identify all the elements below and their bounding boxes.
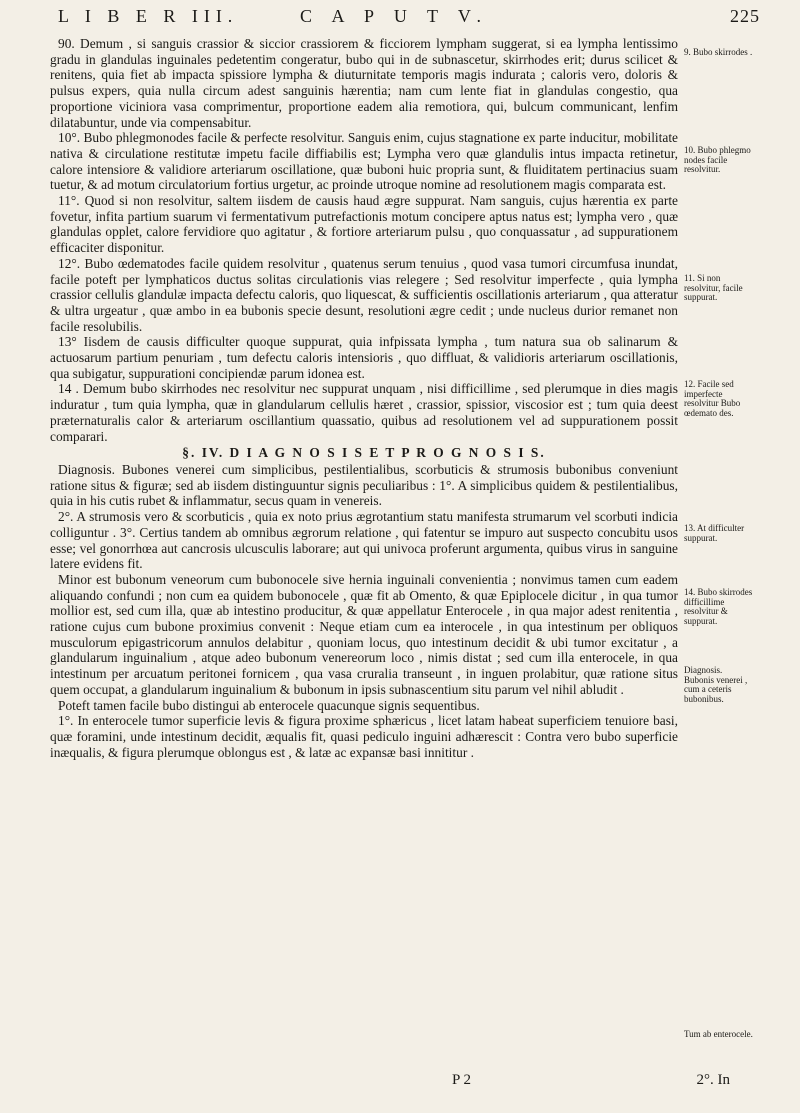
marginal-note-11: 11. Si non resolvitur, facile suppurat. [684,273,743,303]
book-label: L I B E R III. [58,6,239,26]
paragraph-distinction: Poteft tamen facile bubo distingui ab enterocele quacunque signis sequentibus. [58,697,480,713]
marginal-note-10: 10. Bubo phlegmo nodes facile resolvitur. [684,145,751,175]
paragraph-strumosis: 2°. A strumosis vero & scorbuticis , quia ex noto prius ægrotantium statu manifesta strumarum vel scorbuti indicia colliguntur . 3°. Certius tandem ab omnibus ægrorum relatione , qui fatentur se impuro aut suspecto concubitu usos esse; vel gonorrhœa aut cancrosis ulcusculis laborare; aut qui univoca proferunt argumenta, quibus virus in sanguine latere evidens fit. [50,509,678,572]
section-title: §. IV. D I A G N O S I S E T P R O G N O S I S. [182,445,546,461]
paragraph-diagnosis: Diagnosis. Bubones venerei cum simplicibus, pestilentialibus, scorbuticis & strumosis bubonibus conveniunt ratione situs & figuræ; sed ab iisdem distinguuntur signis peculiaribus : 1°. A simplicibus quidem & pestilentialibus, quia in his cutis rubet & inflammatur, secus quam in venereis. [50,461,678,509]
paragraph-14: 14 . Demum bubo skirrhodes nec resolvitur nec suppurat unquam , nisi difficillime , sed plerumque in dies magis induratur , tum quia lympha, quæ in glandularum cellulis hæret , crassior, spissior, viscosior est ; tum quia deest præternaturalis calor & arteriarum oscillantium quassatio, quibus ad resolutionem vel ad suppurationem possit comparari. [50,381,678,444]
catchword: 2°. In [696,1072,730,1088]
main-text [50,36,678,760]
marginal-note-14: 14. Bubo skirrodes difficillime resolvitur & suppurat. [684,587,753,626]
marginal-note-13: 13. At difficulter suppurat. [684,523,745,543]
running-header [50,6,760,36]
paragraph-10: 10°. Bubo phlegmonodes facile & perfecte resolvitur. Sanguis enim, cujus stagnatione ex parte inducitur, mobilitate nativa & circulatione restitutæ impetu facile diffiabilis est; Lympha vero quæ glandulis intus impacta retinetur, calore intensiore & validiore arteriarum oscillatione, quæ buboni huic propria sunt, & fluiditatem pertinacius suam tuetur, & ad motum circulatorium fortius urgetur, ac proinde utroque nomine ad resolutionem magis comparata est. [50,130,678,193]
signature-mark: P 2 [452,1072,472,1088]
marginal-note-12: 12. Facile sed imperfecte resolvitur Bubo œdemato des. [684,379,741,418]
paragraph-13: 13° Iisdem de causis difficulter quoque suppurat, quia infpissata lympha , tum natura sua ob salinarum & actuosarum partium penuriam , tum defectu caloris intensioris , quo diffluat, & validioris arteriarum oscillationis, qua subigatur, suppurationi concipiendæ parum idonea est. [50,334,678,381]
marginal-note-enterocele: Tum ab enterocele. [684,1029,753,1039]
paragraph-bubonocele: Minor est bubonum veneorum cum bubonocele sive hernia inguinali convenientia ; nonvimus tamen cum eadem aliquando confundi ; non cum ea quidem bubonocele , quæ fit ab Omento, & quæ Epiplocele dicitur , in qua tumor mollior est, sed cum illa, quæ ab intestino producitur, & quæ appellatur Enterocele , in qua major adest renitentia , ratione cujus cum bubone proximius convenit : Neque etiam cum ea interocele , in qua intestinum per obliquos musculorum epigastricorum annulos delabitur , quoniam locus, quo intestinum decidit & ubi tumor excitatur , a glandularum inguinalium , atque adeo bubonum venereorum loco , nimis distat ; sed cum illa enterocele, in qua intestinum per arcuatum peritonei fornicem , qua vasa cruralia transeunt , in inguen prolabitur, quæ ratione situs quem occupat, a glandularum inguinalium & bubonum in ipsis subnascentium situ parum vel nihil abludit . [50,571,678,697]
chapter-label: C A P U T V. [300,6,490,26]
paragraph-12: 12°. Bubo œdematodes facile quidem resolvitur , quatenus serum tenuius , quod vasa tumori circumfusa inundat, facile poteft per lymphaticos ductus solitas circulationis vias relegere ; Sed resolvitur imperfecte , quia lympha crassior cellulis glandulæ impacta defectu caloris, quo liquescat, & sufficientis oscillationis arteriarum , qua atteratur & ultra urgeatur , quæ ambo in ea bubonis specie desunt, resolutioni ægre cedit ; unde nucleus durior remanet non facile resolubilis. [50,255,678,334]
page-footer [50,1072,750,1096]
marginal-note-diagnosis: Diagnosis. Bubonis venerei , cum a ceteris bubonibus. [684,665,748,704]
paragraph-11: 11°. Quod si non resolvitur, saltem iisdem de causis haud ægre suppurat. Nam sanguis, cujus hærentia ex parte fovetur, infita partium suarum vi fermentativum putrefactionis motum concipere aptus natus est; lympha vero , quæ glandulas opplet, calore fervidiore quo agitatur , & fortiore arteriarum pulsu , quo conquassatur , ad suppurationem efficaciter disponitur. [50,193,678,256]
paragraph-enterocele: 1°. In enterocele tumor superficie levis & figura proxime sphæricus , licet latam habeat superficiem tenuiore basi, quæ foramini, unde intestinum decidit, æqualis fit, quasi pediculo inguini adhærescit : Contra vero bubo superficie inæqualis, & figura plerumque oblongus est , & latæ ac expansæ basi innititur . [50,713,678,760]
page-number: 225 [730,6,760,26]
marginal-note-9: 9. Bubo skirrodes . [684,47,753,57]
paragraph-9: 90. Demum , si sanguis crassior & siccior crassiorem & ficciorem lympham suggerat, si ea lympha lentissimo gradu in glandulas inguinales pedetentim congeratur, bubo qui in de subnascetur, skirrhodes erit; durus scilicet & renitens, quia fiet ab impacta spissiore lympha & diuturnitate temporis magis indurata ; caloris vero, doloris & pulsus expers, quia nulla circum adest sanguinis hærentia; nam cum lente fiat in glandulas congestio, qua proportione viciniora vasa comprimentur, proportione eadem alia remotiora, qui, bulcum communicant, lenfim dilatabuntur, unde via compensabitur. [50,36,678,130]
